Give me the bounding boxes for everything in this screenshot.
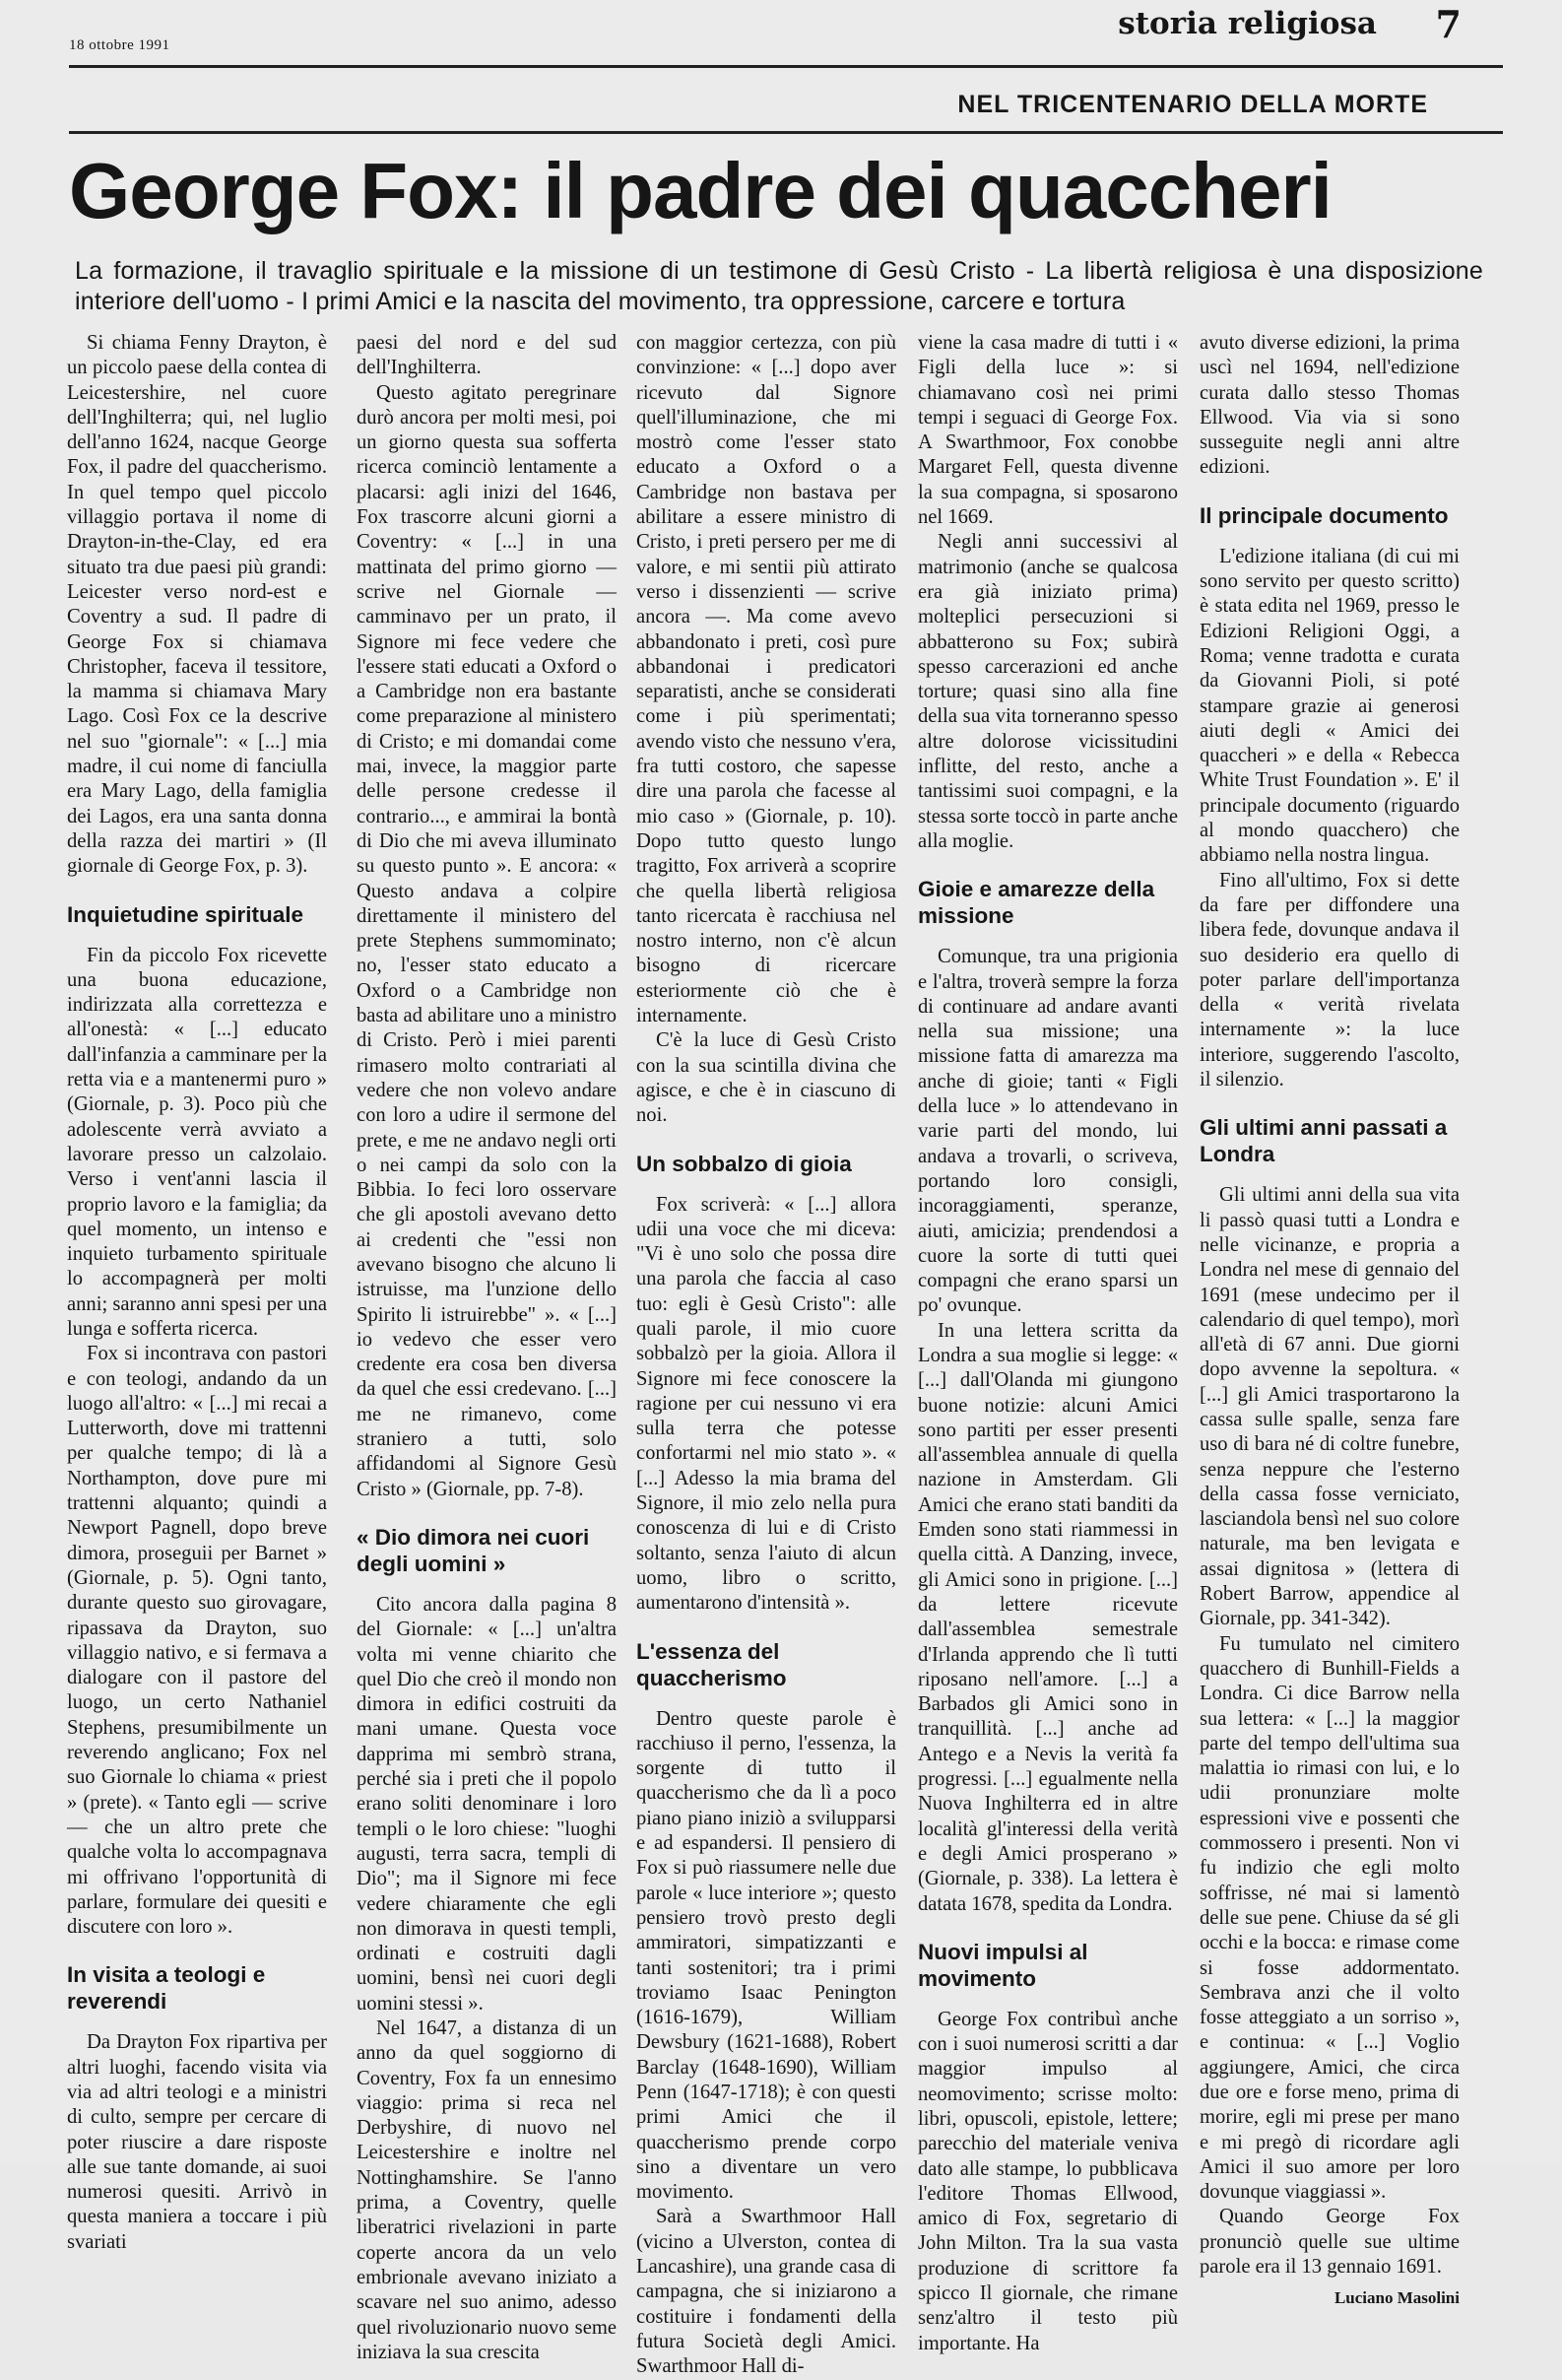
author-byline: Luciano Masolini	[1334, 2288, 1460, 2308]
section-heading: Il principale documento	[1200, 502, 1449, 528]
page-number: 7	[1435, 2, 1462, 46]
paragraph: Si chiama Fenny Drayton, è un piccolo paese della contea di Leicestershire, nel cuore dell'Inghilterra; qui, nel luglio dell'anno 1624, nacque George Fox, il padre del quaccherismo. In quel tempo quel piccolo villaggio portava il nome di Drayton-in-the-Clay, ed era situato tra due paesi più grandi: Leicester verso nord-est e Coventry a sud. Il padre di George Fox si chiamava Christopher, faceva il tessitore, la mamma si chiamava Mary Lago. Così Fox ce la descrive nel suo "giornale": « [...] mia madre, il cui nome di fanciulla era Mary Lago, della famiglia dei Lagos, era una santa donna della razza dei martiri » (Il giornale di George Fox, p. 3).	[67, 332, 327, 878]
section-heading: L'essenza del quaccherismo	[636, 1638, 787, 1690]
paragraph: Dentro queste parole è racchiuso il perno, l'essenza, la sorgente di tutto il quaccherismo che da lì a poco piano piano iniziò a svilupparsi e ad espandersi. Il pensiero di Fox si può riassumere nelle due parole « luce interiore »; questo pensiero trovò presto degli ammiratori, simpatizzanti e tanti sostenitori; tra i primi troviamo Isaac Penington (1616-1679), William Dewsbury (1621-1688), Robert Barclay (1648-1690), William Penn (1647-1718); è con questi primi Amici che il quaccherismo prende corpo sino a diventare un vero movimento.	[636, 1707, 896, 2204]
paragraph: George Fox contribuì anche con i suoi numerosi scritti a dar maggior impulso al neomovimento; scrisse molto: libri, opuscoli, epistole, lettere; parecchio del materiale veniva dato alle stampe, lo pubblicava l'editore Thomas Ellwood, amico di Fox, segretario di John Milton. Tra la sua vasta produzione di scrittore fa spicco Il giornale, che rimane senz'altro il testo più importante. Ha	[918, 2008, 1178, 2354]
paragraph: Gli ultimi anni della sua vita li passò quasi tutti a Londra e nelle vicinanze, e propria a Londra nel mese di gennaio del 1691 (mese undecimo per il calendario di quel tempo), morì all'età di 67 anni. Due giorni dopo avvenne la sepoltura. « [...] gli Amici trasportarono la cassa sulle spalle, senza fare uso di bara né di coltre funebre, senza neppure che l'esterno della cassa fosse verniciato, lasciandola bensì nel suo colore naturale, ma ben levigata e assai dignitosa » (lettera di Robert Barrow, appendice al Giornale, pp. 341-342).	[1200, 1184, 1460, 1630]
section-heading: Inquietudine spirituale	[67, 901, 304, 927]
paragraph: Quando George Fox pronunciò quelle sue ultime parole era il 13 gennaio 1691.	[1200, 2206, 1460, 2279]
paragraph: Fox scriverà: « [...] allora udii una voce che mi diceva: "Vi è uno solo che possa dire una parola che faccia al caso tuo: egli è Gesù Cristo": alle quali parole, il mio cuore sobbalzò per la gioia. Allora il Signore mi fece conoscere la ragione per cui nessuno vi era sulla terra che potesse confortarmi nel mio stato ». « [...] Adesso la mia brama del Signore, il mio zelo nella pura conoscenza di lui e di Cristo soltanto, senza l'aiuto di alcun uomo, libro o scritto, aumentarono d'intensità ».	[636, 1193, 896, 1615]
paragraph: L'edizione italiana (di cui mi sono servito per questo scritto) è stata edita nel 1969, presso le Edizioni Religioni Oggi, a Roma; venne tradotta e curata da Giovanni Pioli, si poté stampare grazie ai generosi aiuti degli « Amici dei quaccheri » e della « Rebecca White Trust Foundation ». E' il principale documento (riguardo al mondo quacchero) che abbiamo nella nostra lingua.	[1200, 545, 1460, 867]
paragraph: Fox si incontrava con pastori e con teologi, andando da un luogo all'altro: « [...] mi recai a Lutterworth, dove mi trattenni per qualche tempo; di là a Northampton, dove pure mi trattenni alquanto; quindi a Newport Pagnell, dopo breve dimora, proseguii per Barnet » (Giornale, p. 5). Ogni tanto, durante questo suo girovagare, ripassava da Drayton, suo villaggio nativo, e si fermava a dialogare con il pastore del luogo, un certo Nathaniel Stephens, presumibilmente un reverendo anglicano; Fox nel suo Giornale lo chiama « priest » (prete). « Tanto egli — scrive — che un altro prete che qualche volta lo accompagnava mi offrivano l'opportunità di parlare, formulare dei quesiti e discutere con loro ».	[67, 1343, 327, 1939]
paragraph: Da Drayton Fox ripartiva per altri luoghi, facendo visita via via ad altri teologi e a ministri di culto, sempre per cercare di poter riuscire a dare risposte alle sue tante domande, ai suoi numerosi quesiti. Arrivò in questa maniera a toccare i più svariati	[67, 2031, 327, 2253]
column-1	[67, 331, 327, 2255]
subheadline: La formazione, il travaglio spirituale e la missione di un testimone di Gesù Cristo - La libertà religiosa è una disposizione interiore dell'uomo - I primi Amici e la nascita del movimento, tra oppressione, carcere e tortura	[75, 257, 1483, 315]
paragraph: In una lettera scritta da Londra a sua moglie si legge: « [...] dall'Olanda mi giungono buone notizie: alcuni Amici sono partiti per esser presenti all'assemblea annuale di quella nazione in Amsterdam. Gli Amici che erano stati banditi da Emden sono stati riammessi in quella città. A Danzing, invece, gli Amici sono in prigione. [...] da lettere ricevute dall'assemblea semestrale d'Irlanda apprendo che lì tutti riposano nell'amore. [...] a Barbados gli Amici sono in tranquillità. [...] anche ad Antego e a Nevis la verità fa progressi. [...] egualmente nella Nuova Inghilterra ed in altre località gl'interessi della verità e degli Amici prosperano » (Giornale, p. 338). La lettera è datata 1678, spedita da Londra.	[918, 1319, 1178, 1915]
paragraph: viene la casa madre di tutti i « Figli della luce »: si chiamavano così nei primi tempi i seguaci di George Fox. A Swarthmoor, Fox conobbe Margaret Fell, questa divenne la sua compagna, si sposarono nel 1669.	[918, 332, 1178, 529]
column-2	[357, 331, 617, 2365]
column-5	[1200, 331, 1460, 2311]
header-rule	[69, 65, 1503, 68]
paragraph: Fu tumulato nel cimitero quacchero di Bunhill-Fields a Londra. Ci dice Barrow nella sua lettera: « [...] la maggior parte del tempo dell'ultima sua malattia io rimasi con lui, e lo udii pronunziare molte espressioni vive e possenti che commossero i presenti. Non vi fu indizio che egli molto soffrisse, né mai si lamentò delle sue pene. Chiuse da sé gli occhi e la bocca: e rimase come si fosse addormentato. Sembrava anzi che il volto fosse atteggiato a un sorriso », e continua: « [...] Voglio aggiungere, Amici, che circa due ore e forse meno, prima di morire, egli mi prese per mano e mi pregò di ricordare agli Amici il suo amore per loro dovunque viaggiassi ».	[1200, 1632, 1460, 2204]
paragraph: Negli anni successivi al matrimonio (anche se qualcosa era già iniziato prima) molteplici persecuzioni si abbatterono su Fox; subirà spesso carcerazioni ed anche torture; quasi sino alla fine della sua vita torneranno spesso altre dolorose vicissitudini inflitte, del resto, anche a tantissimi suoi compagni, e la stessa sorte toccò in parte anche alla moglie.	[918, 531, 1178, 852]
paragraph: Fin da piccolo Fox ricevette una buona educazione, indirizzata alla correttezza e all'onestà: « [...] educato dall'infanzia a camminare per la retta via e a mantenermi puro » (Giornale, p. 3). Poco più che adolescente verrà avviato a lavorare presso un calzolaio. Verso i vent'anni lascia il proprio lavoro e la famiglia; da quel momento, un intenso e inquieto turbamento spirituale lo accompagnerà per molti anni; saranno anni spesi per una lunga e sofferta ricerca.	[67, 944, 327, 1340]
paragraph: Comunque, tra una prigionia e l'altra, troverà sempre la forza di continuare ad andare avanti nella sua missione; una missione fatta di amarezza ma anche di gioie; tanti « Figli della luce » lo attendevano in varie parti del mondo, lui andava a trovarli, o scriveva, portando loro consigli, incoraggiamenti, speranze, aiuti, amicizia; prendendosi a cuore la sorte di tutti quei compagni che erano sparsi un po' ovunque.	[918, 946, 1178, 1317]
section-heading: Gioie e amarezze della missione	[918, 877, 1155, 929]
section-heading: « Dio dimora nei cuori degli uomini »	[357, 1524, 590, 1576]
paragraph: Questo agitato peregrinare durò ancora per molti mesi, poi un giorno questa sua sofferta ricerca cominciò lentamente a placarsi: agli inizi del 1646, Fox trascorre alcuni giorni a Coventry: « [...] in una mattinata del primo giorno — scrive nel Giornale — camminavo per un prato, il Signore mi fece vedere che l'essere stati educati a Oxford o a Cambridge non era bastante come preparazione al ministero di Cristo; e mi domandai come mai, invece, la maggior parte delle persone credesse il contrario..., e ammirai la bontà di Dio che mi aveva illuminato su questo punto ». E ancora: « Questo andava a colpire direttamente il ministero del prete Stephens summominato; no, l'esser stato educato a Oxford o a Cambridge non basta ad abilitare uno a ministro di Cristo. Però i miei parenti rimasero molto contrariati al vedere che non volevo andare con loro a udire il sermone del prete, e me ne andavo negli orti o nei campi da solo con la Bibbia. Io feci loro osservare che gli apostoli avevano detto ai credenti che "essi non avevano bisogno che alcuno li istruisse, ma l'unzione dello Spirito li istruirebbe" ». « [...] io vedevo che esser vero credente era cosa ben diversa da quel che essi credevano. [...] me ne rimanevo, come straniero a tutti, solo affidandomi al Signore Gesù Cristo » (Giornale, pp. 7-8).	[357, 381, 617, 1500]
paragraph: Fino all'ultimo, Fox si dette da fare per diffondere una libera fede, dovunque andava il suo desiderio era quello di poter parlare dell'importanza della « verità rivelata internamente »: la luce interiore, suggerendo l'ascolto, il silenzio.	[1200, 869, 1460, 1091]
section-heading: Un sobbalzo di gioia	[636, 1151, 852, 1176]
kicker: NEL TRICENTENARIO DELLA MORTE	[957, 91, 1428, 118]
paragraph: avuto diverse edizioni, la prima uscì nel 1694, nell'edizione curata dallo stesso Thomas Ellwood. Via via si sono susseguite negli anni altre edizioni.	[1200, 332, 1460, 479]
paragraph: Nel 1647, a distanza di un anno da quel soggiorno di Coventry, Fox fa un ennesimo viaggio: prima si reca nel Derbyshire, di nuovo nel Leicestershire e inoltre nel Nottinghamshire. Se l'anno prima, a Coventry, quelle liberatrici rivelazioni in parte coperte ancora da un velo embrionale avevano iniziato a scavare nel suo animo, adesso quel rivoluzionario nuovo seme iniziava la sua crescita	[357, 2017, 617, 2363]
section-heading: In visita a teologi e reverendi	[67, 1962, 266, 2015]
section-title: storia religiosa	[1118, 6, 1377, 41]
paragraph: C'è la luce di Gesù Cristo con la sua scintilla divina che agisce, e che è in ciascuno di noi.	[636, 1029, 896, 1127]
section-heading: Gli ultimi anni passati a Londra	[1200, 1115, 1448, 1167]
paragraph: con maggior certezza, con più convinzione: « [...] dopo aver ricevuto dal Signore quell'illuminazione, che mi mostrò come l'esser stato educato a Oxford o a Cambridge non bastava per abilitare a essere ministro di Cristo, i preti persero per me di valore, e mi sentii più attirato verso i dissenzienti — scrive ancora —. Ma come avevo abbandonato i preti, così pure abbandonai i predicatori separatisti, anche se considerati come i più sperimentati; avendo visto che nessuno v'era, fra tutti costoro, che sapesse dire una parola che facesse al mio caso » (Giornale, p. 10). Dopo tutto questo lungo tragitto, Fox arriverà a scoprire che quella libertà religiosa tanto ricercata è racchiusa nel nostro interno, non c'è alcun bisogno di ricercare esteriormente ciò che è internamente.	[636, 332, 896, 1027]
paragraph: paesi del nord e del sud dell'Inghilterra.	[357, 332, 617, 379]
column-4	[918, 331, 1178, 2356]
paragraph: Cito ancora dalla pagina 8 del Giornale: « [...] un'altra volta mi venne chiarito che quel Dio che creò il mondo non dimora in edifici costruiti da mani umane. Questa voce dapprima mi sembrò strana, perché sia i preti che il popolo erano soliti denominare i loro templi o le loro chiese: "luoghi augusti, terra sacra, templi di Dio"; ma il Signore mi fece vedere chiaramente che egli non dimorava in questi templi, ordinati e costruiti dagli uomini, bensì nei cuori degli uomini stessi ».	[357, 1593, 617, 2015]
paragraph: Sarà a Swarthmoor Hall (vicino a Ulverston, contea di Lancashire), una grande casa di campagna, che si iniziarono a costituire i fondamenti della futura Società degli Amici. Swarthmoor Hall di-	[636, 2206, 896, 2378]
issue-date: 18 ottobre 1991	[69, 37, 170, 53]
headline: George Fox: il padre dei quaccheri	[69, 147, 1332, 234]
kicker-rule	[69, 131, 1503, 134]
section-heading: Nuovi impulsi al movimento	[918, 1939, 1088, 1991]
column-3	[636, 331, 896, 2380]
